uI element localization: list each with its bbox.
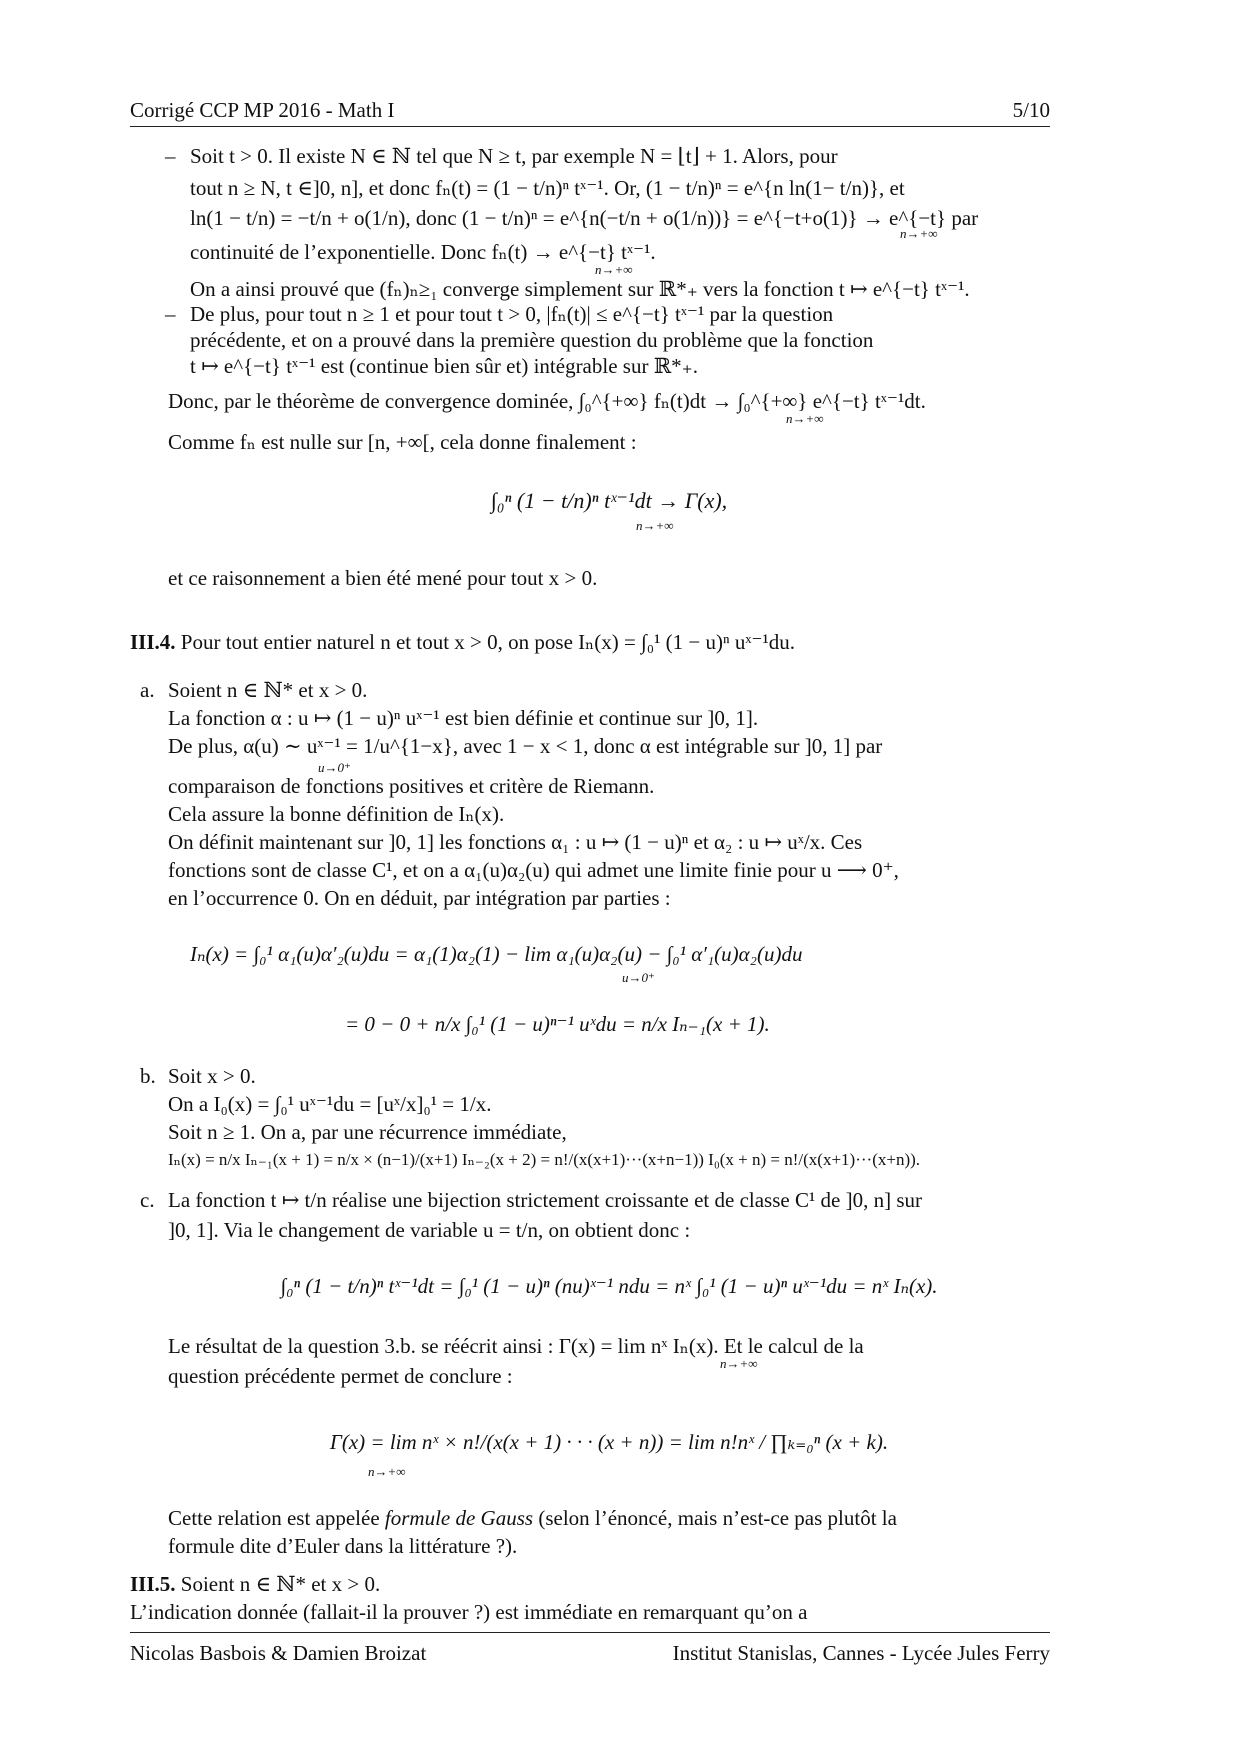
text-line: précédente, et on a prouvé dans la première question du problème que la fonction	[190, 328, 874, 352]
limit-subscript: n→+∞	[636, 518, 674, 533]
footer-authors: Nicolas Basbois & Damien Broizat	[130, 1641, 427, 1665]
equation: Iₙ(x) = ∫₀¹ α₁(u)α′₂(u)du = α₁(1)α₂(1) − lim α₁(u)α₂(u) − ∫₀¹ α′₁(u)α₂(u)du	[190, 942, 803, 966]
text-line: Comme fₙ est nulle sur [n, +∞[, cela donne finalement :	[168, 430, 637, 454]
text-line: question précédente permet de conclure :	[168, 1364, 513, 1388]
limit-subscript: n→+∞	[595, 262, 633, 277]
limit-subscript: u→0⁺	[318, 760, 351, 775]
emphasis-text: formule de Gauss	[384, 1506, 534, 1530]
equation: = 0 − 0 + n/x ∫₀¹ (1 − u)ⁿ⁻¹ uˣdu = n/x Iₙ₋₁(x + 1).	[345, 1012, 770, 1036]
section-text: Soient n ∈ ℕ* et x > 0.	[180, 1572, 381, 1596]
text-line: t ↦ e^{−t} tˣ⁻¹ est (continue bien sûr et) intégrable sur ℝ*₊.	[190, 354, 698, 378]
list-bullet: –	[165, 302, 176, 326]
text-line: La fonction t ↦ t/n réalise une bijection strictement croissante et de classe C¹ de ]0, n] sur	[168, 1188, 922, 1212]
text-line: tout n ≥ N, t ∈]0, n], et donc fₙ(t) = (1 − t/n)ⁿ tˣ⁻¹. Or, (1 − t/n)ⁿ = e^{n ln(1− t/n)}, et	[190, 176, 905, 200]
item-label: c.	[140, 1188, 155, 1212]
text-line: Donc, par le théorème de convergence dominée, ∫₀^{+∞} fₙ(t)dt → ∫₀^{+∞} e^{−t} tˣ⁻¹dt.	[168, 389, 926, 413]
page-header	[130, 96, 1050, 127]
text-line: Soit n ≥ 1. On a, par une récurrence immédiate,	[168, 1120, 567, 1144]
text-line: De plus, pour tout n ≥ 1 et pour tout t > 0, |fₙ(t)| ≤ e^{−t} tˣ⁻¹ par la question	[190, 302, 834, 326]
limit-subscript: n→+∞	[720, 1356, 758, 1371]
section-number: III.5.	[130, 1572, 176, 1596]
text-span: Cette relation est appelée	[168, 1506, 385, 1530]
text-line: comparaison de fonctions positives et critère de Riemann.	[168, 774, 655, 798]
text-line: On a ainsi prouvé que (fₙ)ₙ≥₁ converge simplement sur ℝ*₊ vers la fonction t ↦ e^{−t} tˣ⁻¹.	[190, 277, 970, 301]
text-line: en l’occurrence 0. On en déduit, par intégration par parties :	[168, 886, 671, 910]
header-title: Corrigé CCP MP 2016 - Math I	[130, 98, 395, 122]
equation: ∫₀ⁿ (1 − t/n)ⁿ tˣ⁻¹dt = ∫₀¹ (1 − u)ⁿ (nu)ˣ⁻¹ ndu = nˣ ∫₀¹ (1 − u)ⁿ uˣ⁻¹du = nˣ Iₙ(x).	[280, 1274, 938, 1298]
text-line: On a I₀(x) = ∫₀¹ uˣ⁻¹du = [uˣ/x]₀¹ = 1/x.	[168, 1092, 492, 1116]
item-label: a.	[140, 678, 155, 702]
text-line: fonctions sont de classe C¹, et on a α₁(u)α₂(u) qui admet une limite finie pour u ⟶ 0⁺,	[168, 858, 899, 882]
text-line: De plus, α(u) ∼ uˣ⁻¹ = 1/u^{1−x}, avec 1 − x < 1, donc α est intégrable sur ]0, 1] par	[168, 734, 883, 758]
text-line: formule dite d’Euler dans la littérature ?).	[168, 1534, 518, 1558]
text-line: Soit t > 0. Il existe N ∈ ℕ tel que N ≥ t, par exemple N = ⌊t⌋ + 1. Alors, pour	[190, 144, 838, 168]
section-text: Pour tout entier naturel n et tout x > 0, on pose Iₙ(x) = ∫₀¹ (1 − u)ⁿ uˣ⁻¹du.	[180, 630, 796, 654]
text-line: Le résultat de la question 3.b. se réécrit ainsi : Γ(x) = lim nˣ Iₙ(x). Et le calcul de la	[168, 1334, 864, 1358]
section-heading	[130, 1570, 380, 1598]
section-heading	[130, 628, 795, 656]
text-line: ln(1 − t/n) = −t/n + o(1/n), donc (1 − t/n)ⁿ = e^{n(−t/n + o(1/n))} = e^{−t+o(1)} → e^{−t} par	[190, 206, 979, 230]
section-number: III.4.	[130, 630, 176, 654]
limit-subscript: u→0⁺	[622, 970, 655, 985]
text-span: (selon l’énoncé, mais n’est-ce pas plutôt la	[533, 1506, 897, 1530]
limit-subscript: n→+∞	[900, 226, 938, 241]
limit-subscript: n→+∞	[786, 411, 824, 426]
text-line: ]0, 1]. Via le changement de variable u = t/n, on obtient donc :	[168, 1218, 691, 1242]
page-number: 5/10	[1012, 98, 1050, 122]
text-line: L’indication donnée (fallait-il la prouver ?) est immédiate en remarquant qu’on a	[130, 1600, 808, 1624]
text-line: Cela assure la bonne définition de Iₙ(x).	[168, 802, 505, 826]
text-line: Soient n ∈ ℕ* et x > 0.	[168, 678, 368, 702]
text-line	[168, 1504, 1050, 1532]
text-line: On définit maintenant sur ]0, 1] les fonctions α₁ : u ↦ (1 − u)ⁿ et α₂ : u ↦ uˣ/x. Ces	[168, 830, 863, 854]
footer-institution: Institut Stanislas, Cannes - Lycée Jules Ferry	[672, 1641, 1050, 1665]
equation: ∫₀ⁿ (1 − t/n)ⁿ tˣ⁻¹dt → Γ(x),	[490, 488, 728, 513]
page-footer	[130, 1632, 1050, 1667]
limit-subscript: n→+∞	[368, 1464, 406, 1479]
item-label: b.	[140, 1064, 156, 1088]
text-line: et ce raisonnement a bien été mené pour tout x > 0.	[168, 566, 598, 590]
equation: Γ(x) = lim nˣ × n!/(x(x + 1) · · · (x + n)) = lim n!nˣ / ∏ₖ₌₀ⁿ (x + k).	[329, 1430, 889, 1454]
text-line: Iₙ(x) = n/x Iₙ₋₁(x + 1) = n/x × (n−1)/(x+1) Iₙ₋₂(x + 2) = n!/(x(x+1)···(x+n−1)) I₀(x + n) = n!/(x(x+1)···(x+n)).	[168, 1150, 921, 1169]
list-bullet: –	[165, 144, 176, 168]
text-line: La fonction α : u ↦ (1 − u)ⁿ uˣ⁻¹ est bien définie et continue sur ]0, 1].	[168, 706, 759, 730]
text-line: continuité de l’exponentielle. Donc fₙ(t) → e^{−t} tˣ⁻¹.	[190, 240, 656, 264]
text-line: Soit x > 0.	[168, 1064, 256, 1088]
